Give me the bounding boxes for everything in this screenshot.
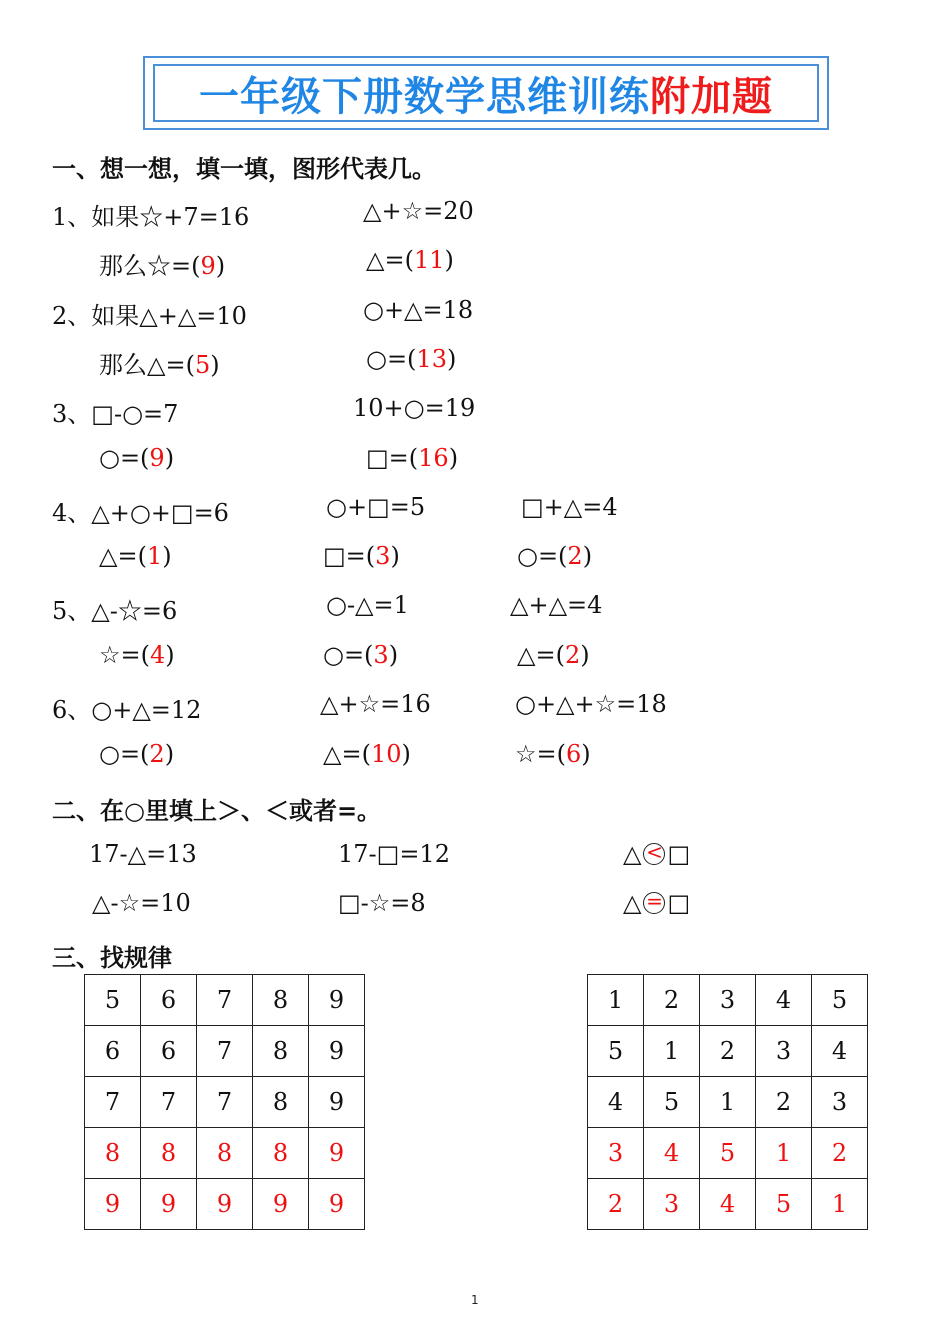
answer-value: 9 xyxy=(149,444,165,472)
answer-prefix: □=( xyxy=(323,542,376,570)
grid-cell: 5 xyxy=(700,1128,756,1179)
problem-number: 6、 xyxy=(52,696,92,724)
grid-cell: 7 xyxy=(197,975,253,1026)
grid-cell: 4 xyxy=(644,1128,700,1179)
answer-prefix: □=( xyxy=(366,444,419,472)
answer-value: 10 xyxy=(370,740,402,768)
grid-cell: 1 xyxy=(700,1077,756,1128)
answer-prefix: ○=( xyxy=(99,740,150,768)
grid-cell: 9 xyxy=(85,1179,141,1230)
answer-value: 3 xyxy=(375,542,391,570)
answer-value: 9 xyxy=(200,252,216,280)
grid-cell: 2 xyxy=(644,975,700,1026)
problem-6-question-1 xyxy=(52,690,201,725)
problem-1-question-2: △+☆=20 xyxy=(363,197,474,225)
problem-5-answer-2 xyxy=(323,641,398,669)
answer-suffix: ) xyxy=(581,740,591,768)
answer-value: 16 xyxy=(418,444,449,472)
answer-prefix: ☆=( xyxy=(99,641,150,669)
answer-suffix: ) xyxy=(164,740,175,768)
grid-cell: 7 xyxy=(197,1077,253,1128)
grid-cell: 5 xyxy=(588,1026,644,1077)
answer-value: 4 xyxy=(150,641,166,669)
comparison-left: △ xyxy=(623,889,642,917)
answer-value: 2 xyxy=(567,542,583,570)
comparison-left: △ xyxy=(623,840,642,868)
grid-cell: 2 xyxy=(700,1026,756,1077)
equation: △-☆=6 xyxy=(91,597,178,625)
comparison-circle xyxy=(643,889,665,914)
grid-cell: 8 xyxy=(197,1128,253,1179)
page-title-extra: 附加题 xyxy=(650,73,773,120)
grid-cell: 8 xyxy=(253,1026,309,1077)
grid-cell: 3 xyxy=(756,1026,812,1077)
equation: 如果△+△=10 xyxy=(91,302,247,330)
grid-cell: 3 xyxy=(644,1179,700,1230)
answer-value: 2 xyxy=(564,641,581,669)
answer-prefix: ○=( xyxy=(517,542,568,570)
grid-cell: 8 xyxy=(253,975,309,1026)
problem-4-answer-2 xyxy=(323,542,400,570)
grid-cell: 2 xyxy=(812,1128,868,1179)
grid-cell: 1 xyxy=(644,1026,700,1077)
pattern-grid-right xyxy=(587,974,868,1230)
comparison-right: □ xyxy=(667,840,691,868)
answer-value: 11 xyxy=(413,246,445,274)
grid-cell: 9 xyxy=(309,1026,365,1077)
problem-6-question-2: △+☆=16 xyxy=(320,690,431,718)
problem-2-answer-1 xyxy=(99,345,220,380)
grid-row xyxy=(588,1128,868,1179)
problem-2-question-1 xyxy=(52,296,247,331)
grid-cell: 7 xyxy=(141,1077,197,1128)
problem-3-question-2: 10+○=19 xyxy=(353,394,476,422)
answer-prefix: △=( xyxy=(99,542,147,570)
grid-cell: 2 xyxy=(756,1077,812,1128)
answer-prefix: ○=( xyxy=(323,641,374,669)
answer-value: 1 xyxy=(146,542,163,570)
grid-row xyxy=(588,975,868,1026)
answer-prefix: ☆=( xyxy=(515,740,566,768)
problem-number: 3、 xyxy=(52,400,92,428)
problem-3-question-1 xyxy=(52,394,178,429)
answer-prefix: ○=( xyxy=(366,345,417,373)
answer-value: 3 xyxy=(373,641,389,669)
equation: □-○=7 xyxy=(91,400,179,428)
comparison-1 xyxy=(623,840,690,868)
answer-suffix: ) xyxy=(444,246,454,274)
grid-cell: 9 xyxy=(309,1128,365,1179)
grid-cell: 1 xyxy=(812,1179,868,1230)
problem-3-answer-1 xyxy=(99,444,174,472)
grid-row xyxy=(85,1077,365,1128)
grid-cell: 6 xyxy=(85,1026,141,1077)
problem-number: 5、 xyxy=(52,597,92,625)
equation: △+○+□=6 xyxy=(91,499,229,527)
grid-row xyxy=(588,1077,868,1128)
comparison-2-equation-2: □-☆=8 xyxy=(338,889,426,917)
problem-5-answer-1 xyxy=(99,641,175,669)
comparison-1-equation-1: 17-△=13 xyxy=(89,840,197,868)
grid-cell: 6 xyxy=(141,975,197,1026)
grid-row xyxy=(85,1026,365,1077)
problem-1-answer-2 xyxy=(366,246,454,274)
pattern-grid-left xyxy=(84,974,365,1230)
grid-row xyxy=(588,1179,868,1230)
answer-value: 13 xyxy=(416,345,447,373)
comparison-right: □ xyxy=(667,889,691,917)
problem-2-answer-2 xyxy=(366,345,456,373)
grid-cell: 1 xyxy=(756,1128,812,1179)
problem-1-answer-1 xyxy=(99,246,225,281)
problem-5-answer-3 xyxy=(517,641,590,669)
grid-cell: 7 xyxy=(197,1026,253,1077)
grid-row xyxy=(85,1179,365,1230)
answer-value: 6 xyxy=(566,740,582,768)
answer-suffix: ) xyxy=(580,641,590,669)
grid-cell: 4 xyxy=(588,1077,644,1128)
section-3-heading: 三、找规律 xyxy=(52,944,172,972)
title-banner xyxy=(143,56,829,130)
equation: 如果☆+7=16 xyxy=(91,203,250,231)
answer-suffix: ) xyxy=(448,444,459,472)
grid-cell: 5 xyxy=(644,1077,700,1128)
answer-suffix: ) xyxy=(582,542,593,570)
grid-cell: 9 xyxy=(141,1179,197,1230)
grid-cell: 9 xyxy=(197,1179,253,1230)
grid-cell: 8 xyxy=(141,1128,197,1179)
answer-value: 2 xyxy=(149,740,165,768)
page-number: 1 xyxy=(471,1293,479,1307)
grid-cell: 8 xyxy=(253,1128,309,1179)
problem-number: 1、 xyxy=(52,203,92,231)
grid-cell: 9 xyxy=(309,1077,365,1128)
grid-cell: 8 xyxy=(253,1077,309,1128)
page-title: 一年级下册数学思维训练 xyxy=(199,73,650,120)
answer-suffix: ) xyxy=(446,345,457,373)
equation: ○+△=12 xyxy=(91,696,202,724)
comparison-answer: = xyxy=(646,889,663,913)
grid-cell: 9 xyxy=(253,1179,309,1230)
problem-6-answer-2 xyxy=(323,740,411,768)
problem-4-answer-3 xyxy=(517,542,592,570)
grid-cell: 5 xyxy=(812,975,868,1026)
problem-3-answer-2 xyxy=(366,444,458,472)
grid-cell: 3 xyxy=(588,1128,644,1179)
grid-cell: 9 xyxy=(309,975,365,1026)
grid-row xyxy=(85,1128,365,1179)
grid-row xyxy=(588,1026,868,1077)
answer-prefix: 那么△=( xyxy=(99,351,195,379)
answer-suffix: ) xyxy=(165,641,175,669)
grid-cell: 4 xyxy=(700,1179,756,1230)
answer-suffix: ) xyxy=(215,252,226,280)
grid-cell: 4 xyxy=(812,1026,868,1077)
answer-prefix: ○=( xyxy=(99,444,150,472)
answer-prefix: △=( xyxy=(366,246,414,274)
grid-cell: 1 xyxy=(588,975,644,1026)
grid-cell: 9 xyxy=(309,1179,365,1230)
problem-4-question-2: ○+□=5 xyxy=(326,493,426,521)
section-2-heading: 二、在○里填上＞、＜或者=。 xyxy=(52,797,382,825)
answer-suffix: ) xyxy=(390,542,400,570)
grid-cell: 3 xyxy=(812,1077,868,1128)
answer-suffix: ) xyxy=(210,351,220,379)
comparison-2 xyxy=(623,889,690,917)
grid-row xyxy=(85,975,365,1026)
answer-suffix: ) xyxy=(162,542,172,570)
problem-4-question-3: □+△=4 xyxy=(521,493,618,521)
grid-cell: 8 xyxy=(85,1128,141,1179)
grid-cell: 4 xyxy=(756,975,812,1026)
title-inner-frame xyxy=(153,64,819,122)
problem-number: 2、 xyxy=(52,302,92,330)
comparison-circle xyxy=(643,840,665,865)
problem-5-question-2: ○-△=1 xyxy=(326,591,409,619)
answer-value: 5 xyxy=(194,351,211,379)
grid-cell: 5 xyxy=(85,975,141,1026)
problem-4-answer-1 xyxy=(99,542,172,570)
answer-prefix: 那么☆=( xyxy=(99,252,201,280)
grid-cell: 3 xyxy=(700,975,756,1026)
problem-2-question-2: ○+△=18 xyxy=(363,296,474,324)
problem-6-answer-1 xyxy=(99,740,174,768)
grid-cell: 5 xyxy=(756,1179,812,1230)
problem-4-question-1 xyxy=(52,493,229,528)
problem-5-question-1 xyxy=(52,591,177,626)
section-1-heading: 一、想一想，填一填，图形代表几。 xyxy=(52,155,436,183)
problem-1-question-1 xyxy=(52,197,249,232)
comparison-2-equation-1: △-☆=10 xyxy=(92,889,191,917)
answer-prefix: △=( xyxy=(517,641,565,669)
grid-cell: 6 xyxy=(141,1026,197,1077)
answer-suffix: ) xyxy=(164,444,175,472)
comparison-answer: < xyxy=(646,840,663,864)
grid-cell: 7 xyxy=(85,1077,141,1128)
problem-6-answer-3 xyxy=(515,740,591,768)
comparison-1-equation-2: 17-□=12 xyxy=(338,840,450,868)
answer-suffix: ) xyxy=(401,740,411,768)
problem-5-question-3: △+△=4 xyxy=(510,591,603,619)
grid-cell: 2 xyxy=(588,1179,644,1230)
answer-suffix: ) xyxy=(388,641,399,669)
problem-6-question-3: ○+△+☆=18 xyxy=(515,690,667,718)
problem-number: 4、 xyxy=(52,499,92,527)
answer-prefix: △=( xyxy=(323,740,371,768)
